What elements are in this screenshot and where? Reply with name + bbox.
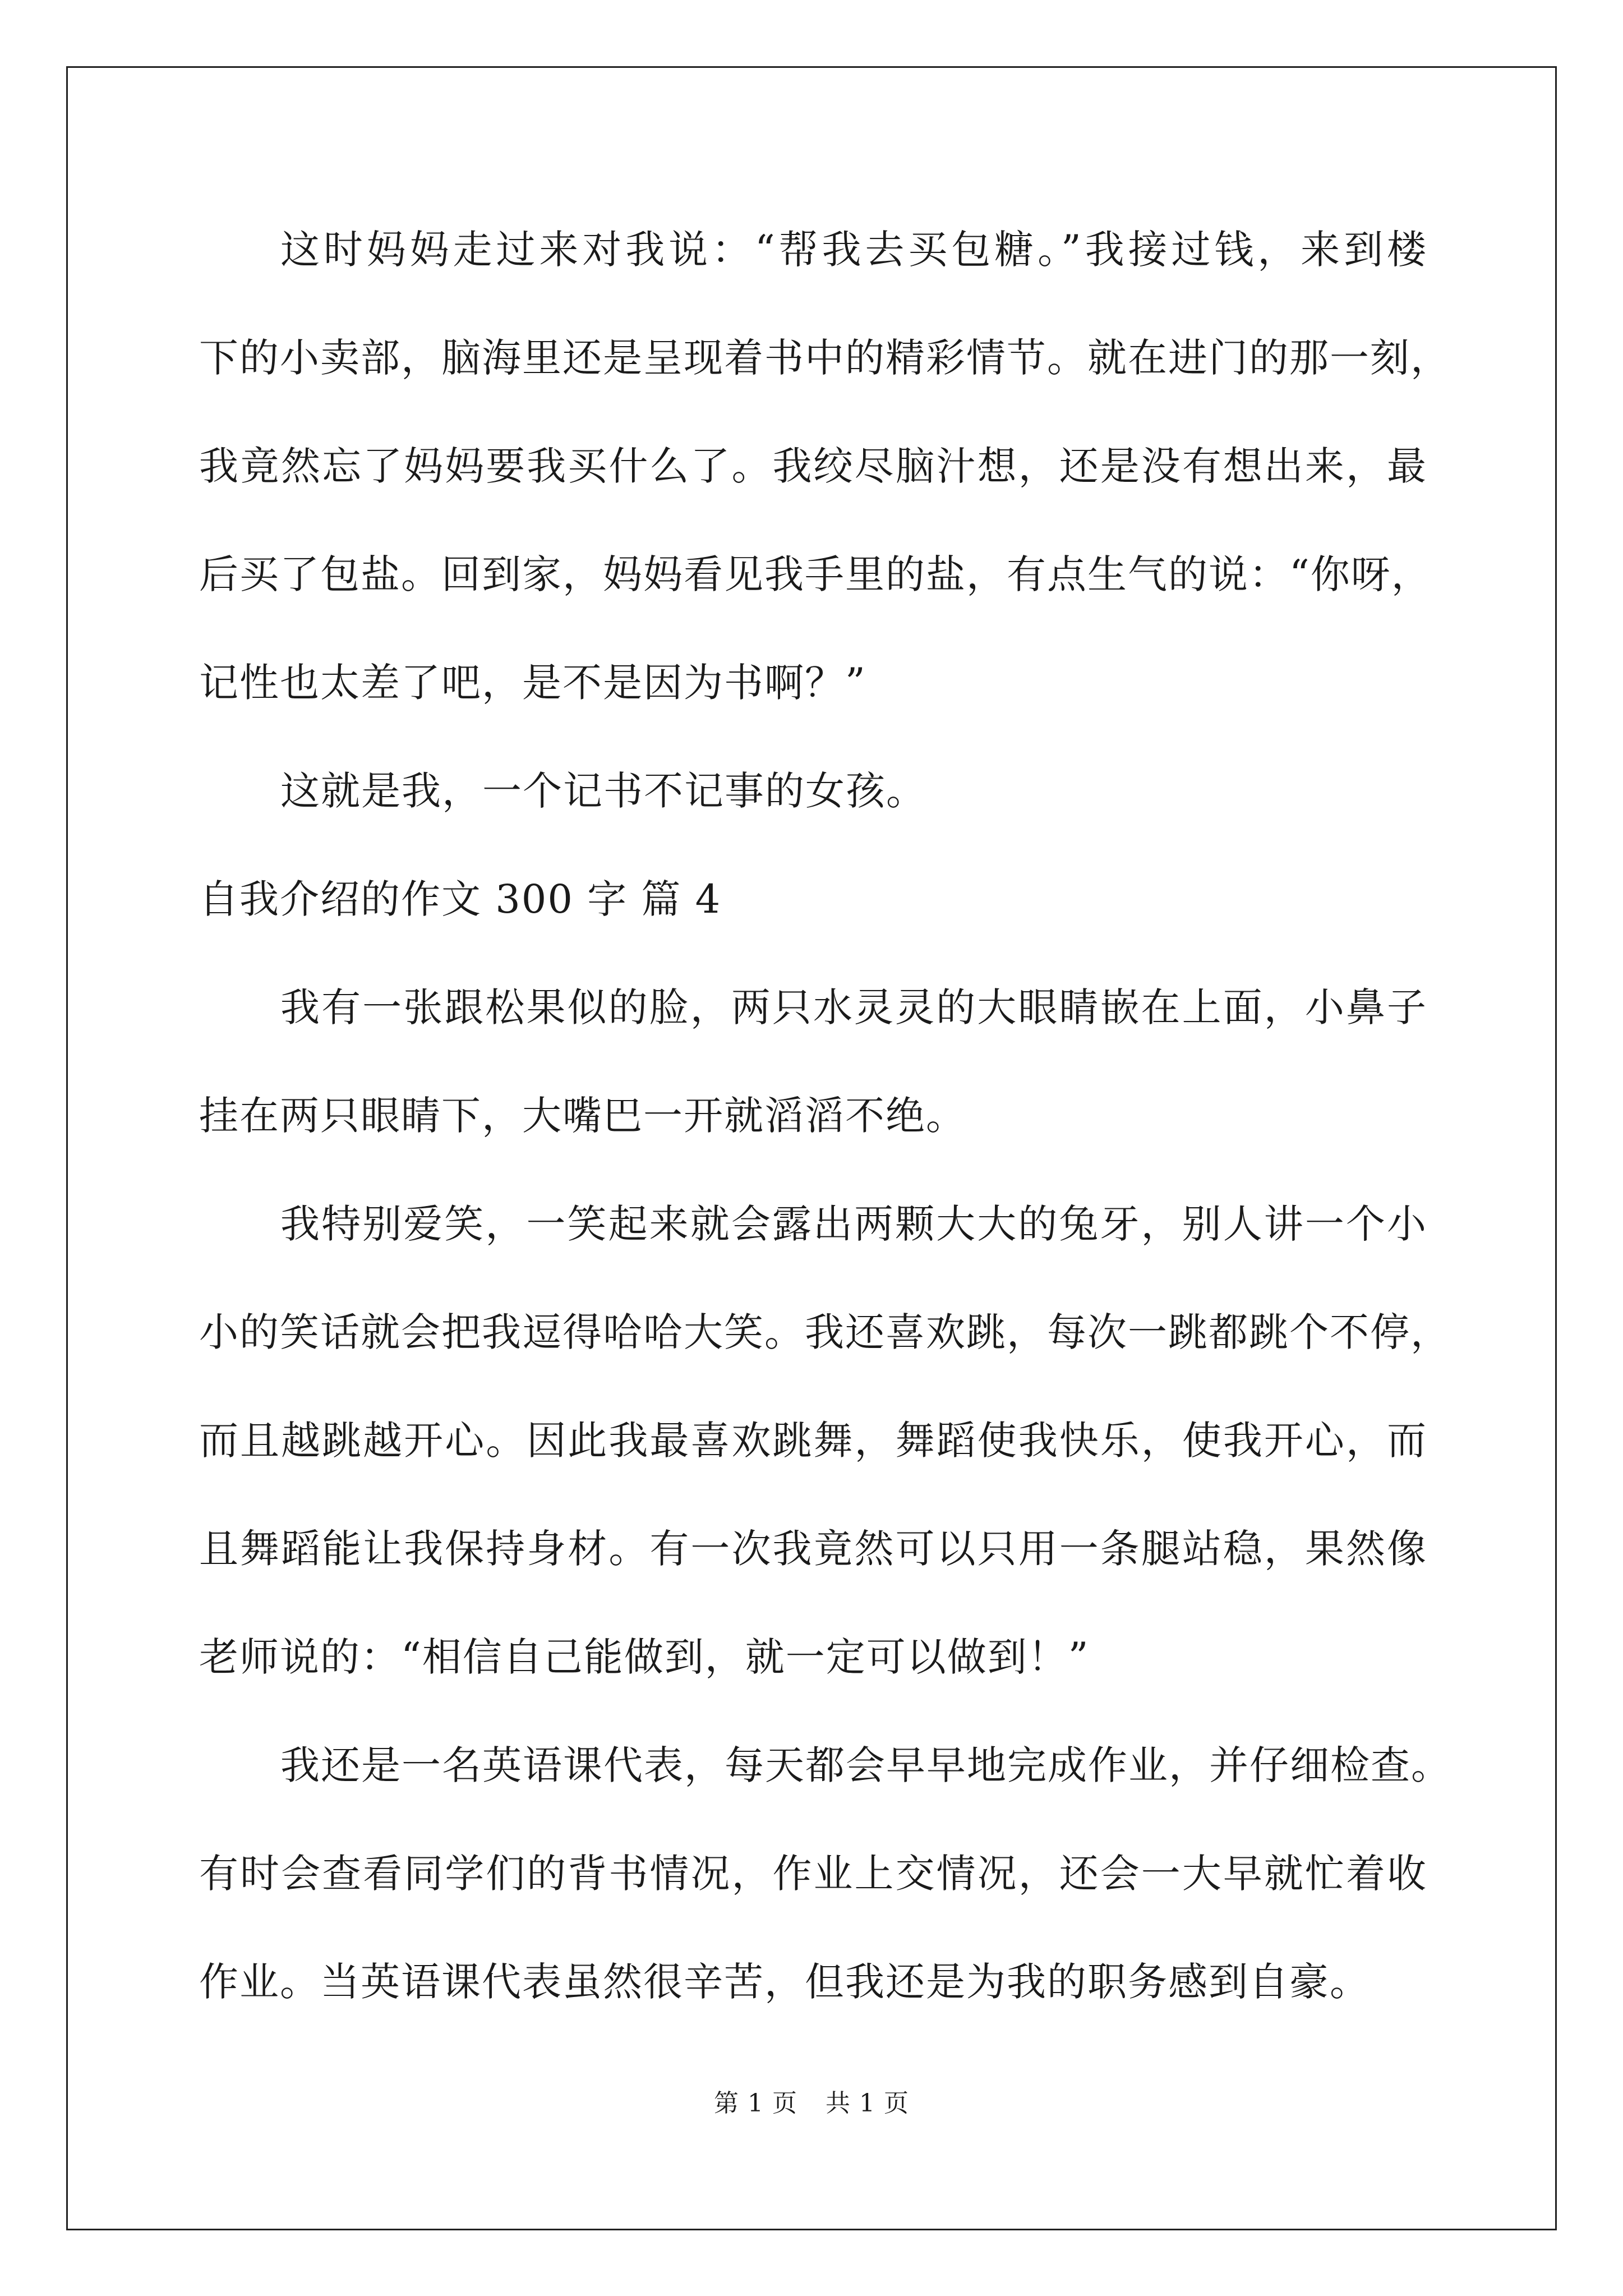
text-line: 而且越跳越开心。因此我最喜欢跳舞，舞蹈使我快乐，使我开心，而 [199, 1418, 1427, 1464]
text-line: 我还是一名英语课代表，每天都会早早地完成作业，并仔细检查。 [280, 1742, 1451, 1788]
text-line: 记性也太差了吧，是不是因为书啊？” [199, 660, 866, 706]
page-number-total: 共 1 页 [826, 2089, 909, 2118]
text-line: 我有一张跟松果似的脸，两只水灵灵的大眼睛嵌在上面，小鼻子 [280, 984, 1427, 1030]
document-body [199, 213, 1451, 2054]
text-line: 且舞蹈能让我保持身材。有一次我竟然可以只用一条腿站稳，果然像 [199, 1526, 1427, 1572]
text-line: 老师说的：“相信自己能做到，就一定可以做到！” [199, 1634, 1090, 1680]
text-line: 后买了包盐。回到家，妈妈看见我手里的盐，有点生气的说：“你呀， [199, 551, 1432, 597]
text-line: 小的笑话就会把我逗得哈哈大笑。我还喜欢跳，每次一跳都跳个不停， [199, 1309, 1451, 1355]
text-line: 我竟然忘了妈妈要我买什么了。我绞尽脑汁想，还是没有想出来，最 [199, 443, 1427, 489]
text-line: 下的小卖部，脑海里还是呈现着书中的精彩情节。就在进门的那一刻， [199, 335, 1451, 381]
text-line: 自我介绍的作文 300 字 篇 4 [199, 876, 722, 922]
text-line: 有时会查看同学们的背书情况，作业上交情况，还会一大早就忙着收 [199, 1851, 1427, 1897]
page-number-current: 第 1 页 [714, 2089, 797, 2118]
text-line: 这就是我，一个记书不记事的女孩。 [280, 768, 926, 814]
text-line: 这时妈妈走过来对我说：“帮我去买包糖。”我接过钱，来到楼 [280, 227, 1427, 273]
text-line: 作业。当英语课代表虽然很辛苦，但我还是为我的职务感到自豪。 [199, 1959, 1370, 2005]
text-line: 挂在两只眼睛下，大嘴巴一开就滔滔不绝。 [199, 1093, 966, 1139]
page-footer [0, 2087, 1623, 2120]
text-line: 我特别爱笑，一笑起来就会露出两颗大大的兔牙，别人讲一个小 [280, 1201, 1427, 1247]
